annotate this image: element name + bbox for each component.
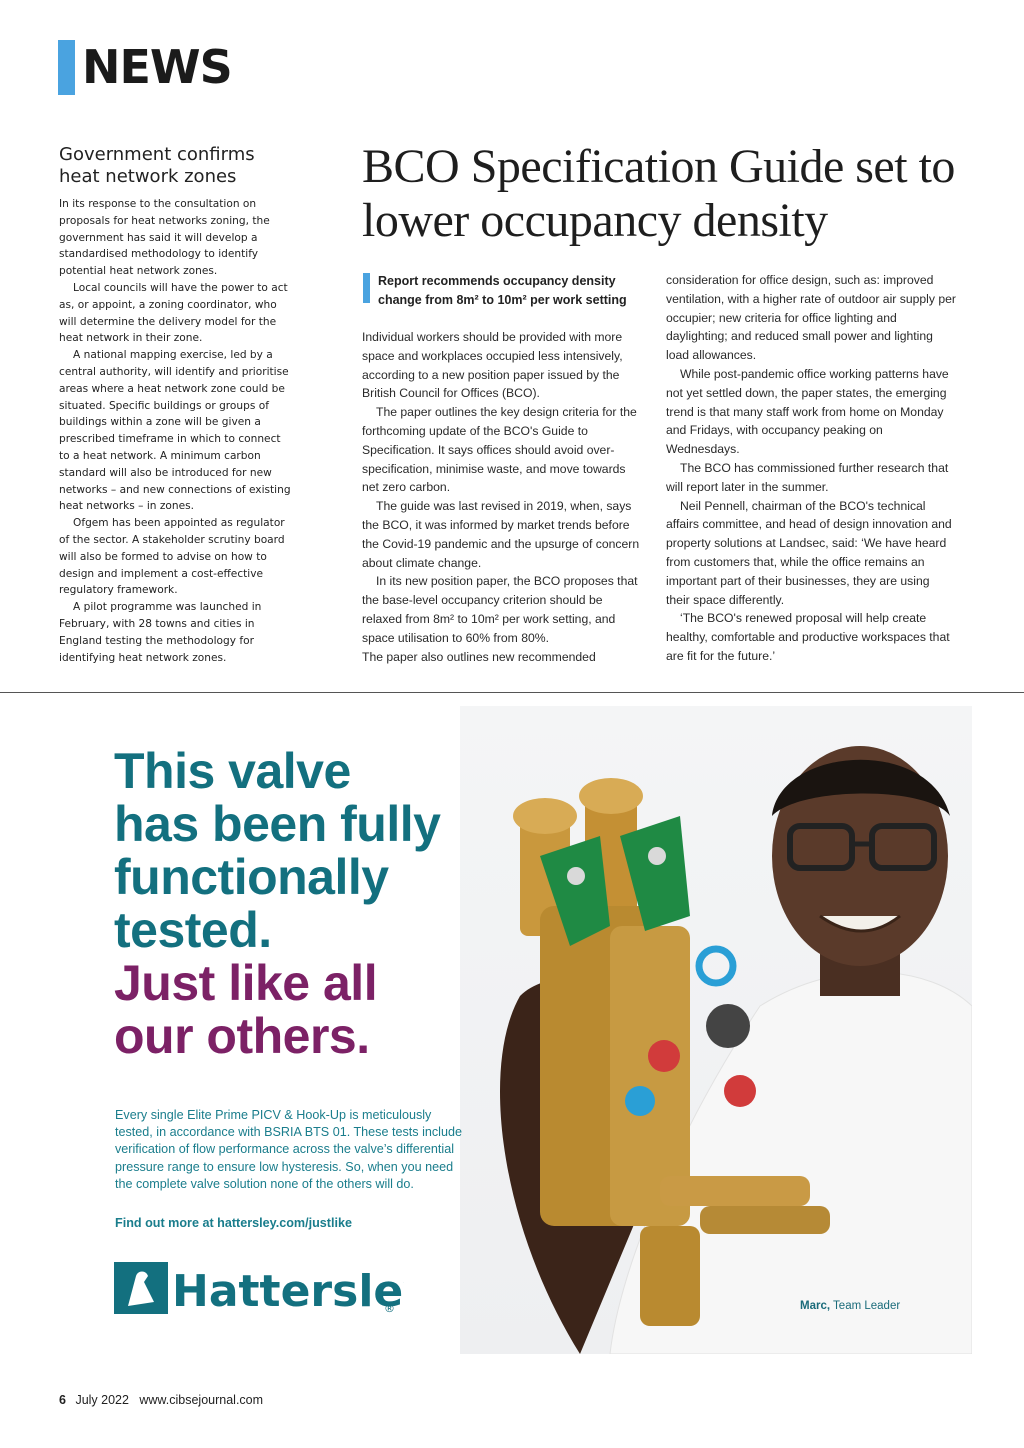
- article-column-1: [362, 328, 644, 666]
- article-paragraph: The guide was last revised in 2019, when, says the BCO, it was informed by market trends before the Covid-19 pandemic and the upsurge of concern about climate change.: [362, 499, 640, 570]
- advert-headline-line: functionally: [114, 849, 389, 905]
- issue-date: July 2022: [75, 1393, 129, 1407]
- article-paragraph: The paper outlines the key design criteria for the forthcoming update of the BCO's Guide to Specification. It says offices should avoid over-specification, minimise waste, and move towards net zero carbon.: [362, 405, 637, 495]
- sidebar-paragraph: Local councils will have the power to act as, or appoint, a zoning coordinator, who will determine the delivery model for the heat network in their zone.: [59, 281, 288, 345]
- advert-headline-line: This valve: [114, 743, 351, 799]
- section-divider: [0, 692, 1024, 693]
- article-headline: BCO Specification Guide set to lower occupancy density: [362, 140, 955, 247]
- article-paragraph: In its new position paper, the BCO proposes that the base-level occupancy criterion should be relaxed from 8m² to 10m² per work setting, and space utilisation to 60% from 80%.: [362, 574, 638, 645]
- caption-role: Team Leader: [833, 1300, 901, 1312]
- article-paragraph: The BCO has commissioned further research that will report later in the summer.: [666, 460, 949, 494]
- advert-photo: [460, 706, 972, 1354]
- section-accent-bar: [58, 40, 75, 95]
- logo-wordmark: Hattersle: [172, 1266, 404, 1314]
- section-title: NEWS: [82, 40, 232, 94]
- article-paragraph: While post-pandemic office working patterns have not yet settled down, the paper states, the emerging trend is that many staff work from home on Monday and Fridays, with occupancy peaking on Wednesdays.: [666, 366, 949, 457]
- advert-body: Every single Elite Prime PICV & Hook-Up is meticulously tested, in accordance with BSRIA BTS 01. These tests include verification of flow performance across the valve’s differential pressure range to ensure low hysteresis. So, when you need the complete valve solution none of the others will do.: [115, 1108, 462, 1191]
- advert-headline-line: tested.: [114, 902, 272, 958]
- advert-headline-line: has been fully: [114, 796, 441, 852]
- advert-headline: [114, 745, 494, 1063]
- sidebar-body: [59, 196, 291, 666]
- advert-link[interactable]: Find out more at hattersley.com/justlike: [115, 1216, 352, 1230]
- standfirst-accent-bar: [363, 273, 370, 303]
- man-holding-valve-illustration: [460, 706, 972, 1354]
- page-footer: [59, 1393, 263, 1407]
- sidebar-paragraph: Ofgem has been appointed as regulator of the sector. A stakeholder scrutiny board will also be formed to advise on how to design and implement a cost-effective regulatory framework.: [59, 517, 285, 597]
- sidebar-paragraph: A national mapping exercise, led by a central authority, will identify and prioritise areas where a heat network zone could be situated. Specific buildings or groups of buildings within a zone will be given a prescribed timeframe in which to connect to a heat network. A minimum carbon standard will also be introduced for new networks – and new connections of existing heat networks – in zones.: [59, 349, 291, 513]
- advert-headline-line: our others.: [114, 1008, 370, 1064]
- sidebar-paragraph: A pilot programme was launched in February, with 28 towns and cities in England testing the methodology for identifying heat network zones.: [59, 601, 262, 664]
- svg-text:®: ®: [384, 1302, 395, 1314]
- sidebar-paragraph: In its response to the consultation on proposals for heat networks zoning, the government has said it will develop a standardised methodology to identify potential heat network zones.: [59, 198, 270, 278]
- caption-name: Marc,: [800, 1300, 831, 1312]
- article-column-2: [666, 271, 956, 666]
- hattersley-logo: [114, 1262, 404, 1314]
- sidebar-headline: Government confirms heat network zones: [59, 144, 255, 187]
- article-paragraph: Neil Pennell, chairman of the BCO's technical affairs committee, and head of design innovation and property solutions at Landsec, said: ‘We have heard from customers that, while the office remains an important part of their businesses, they are using their space differently.: [666, 498, 952, 607]
- article-paragraph: ‘The BCO's renewed proposal will help create healthy, comfortable and productive workspaces that are fit for the future.’: [666, 611, 950, 663]
- page-number: 6: [59, 1393, 66, 1407]
- article-paragraph: The paper also outlines new recommended: [362, 649, 596, 664]
- article-paragraph: Individual workers should be provided with more space and workplaces occupied less intensively, according to a new position paper issued by the British Council for Offices (BCO).: [362, 330, 623, 401]
- advert-headline-line: Just like all: [114, 955, 378, 1011]
- website: www.cibsejournal.com: [139, 1393, 264, 1407]
- photo-caption: [800, 1300, 900, 1312]
- article-paragraph: consideration for office design, such as: improved ventilation, with a higher rate of outdoor air supply per occupier; new criteria for office lighting and daylighting; and reduced small power and lighting load allowances.: [666, 273, 956, 363]
- article-standfirst: Report recommends occupancy density change from 8m² to 10m² per work setting: [378, 274, 627, 307]
